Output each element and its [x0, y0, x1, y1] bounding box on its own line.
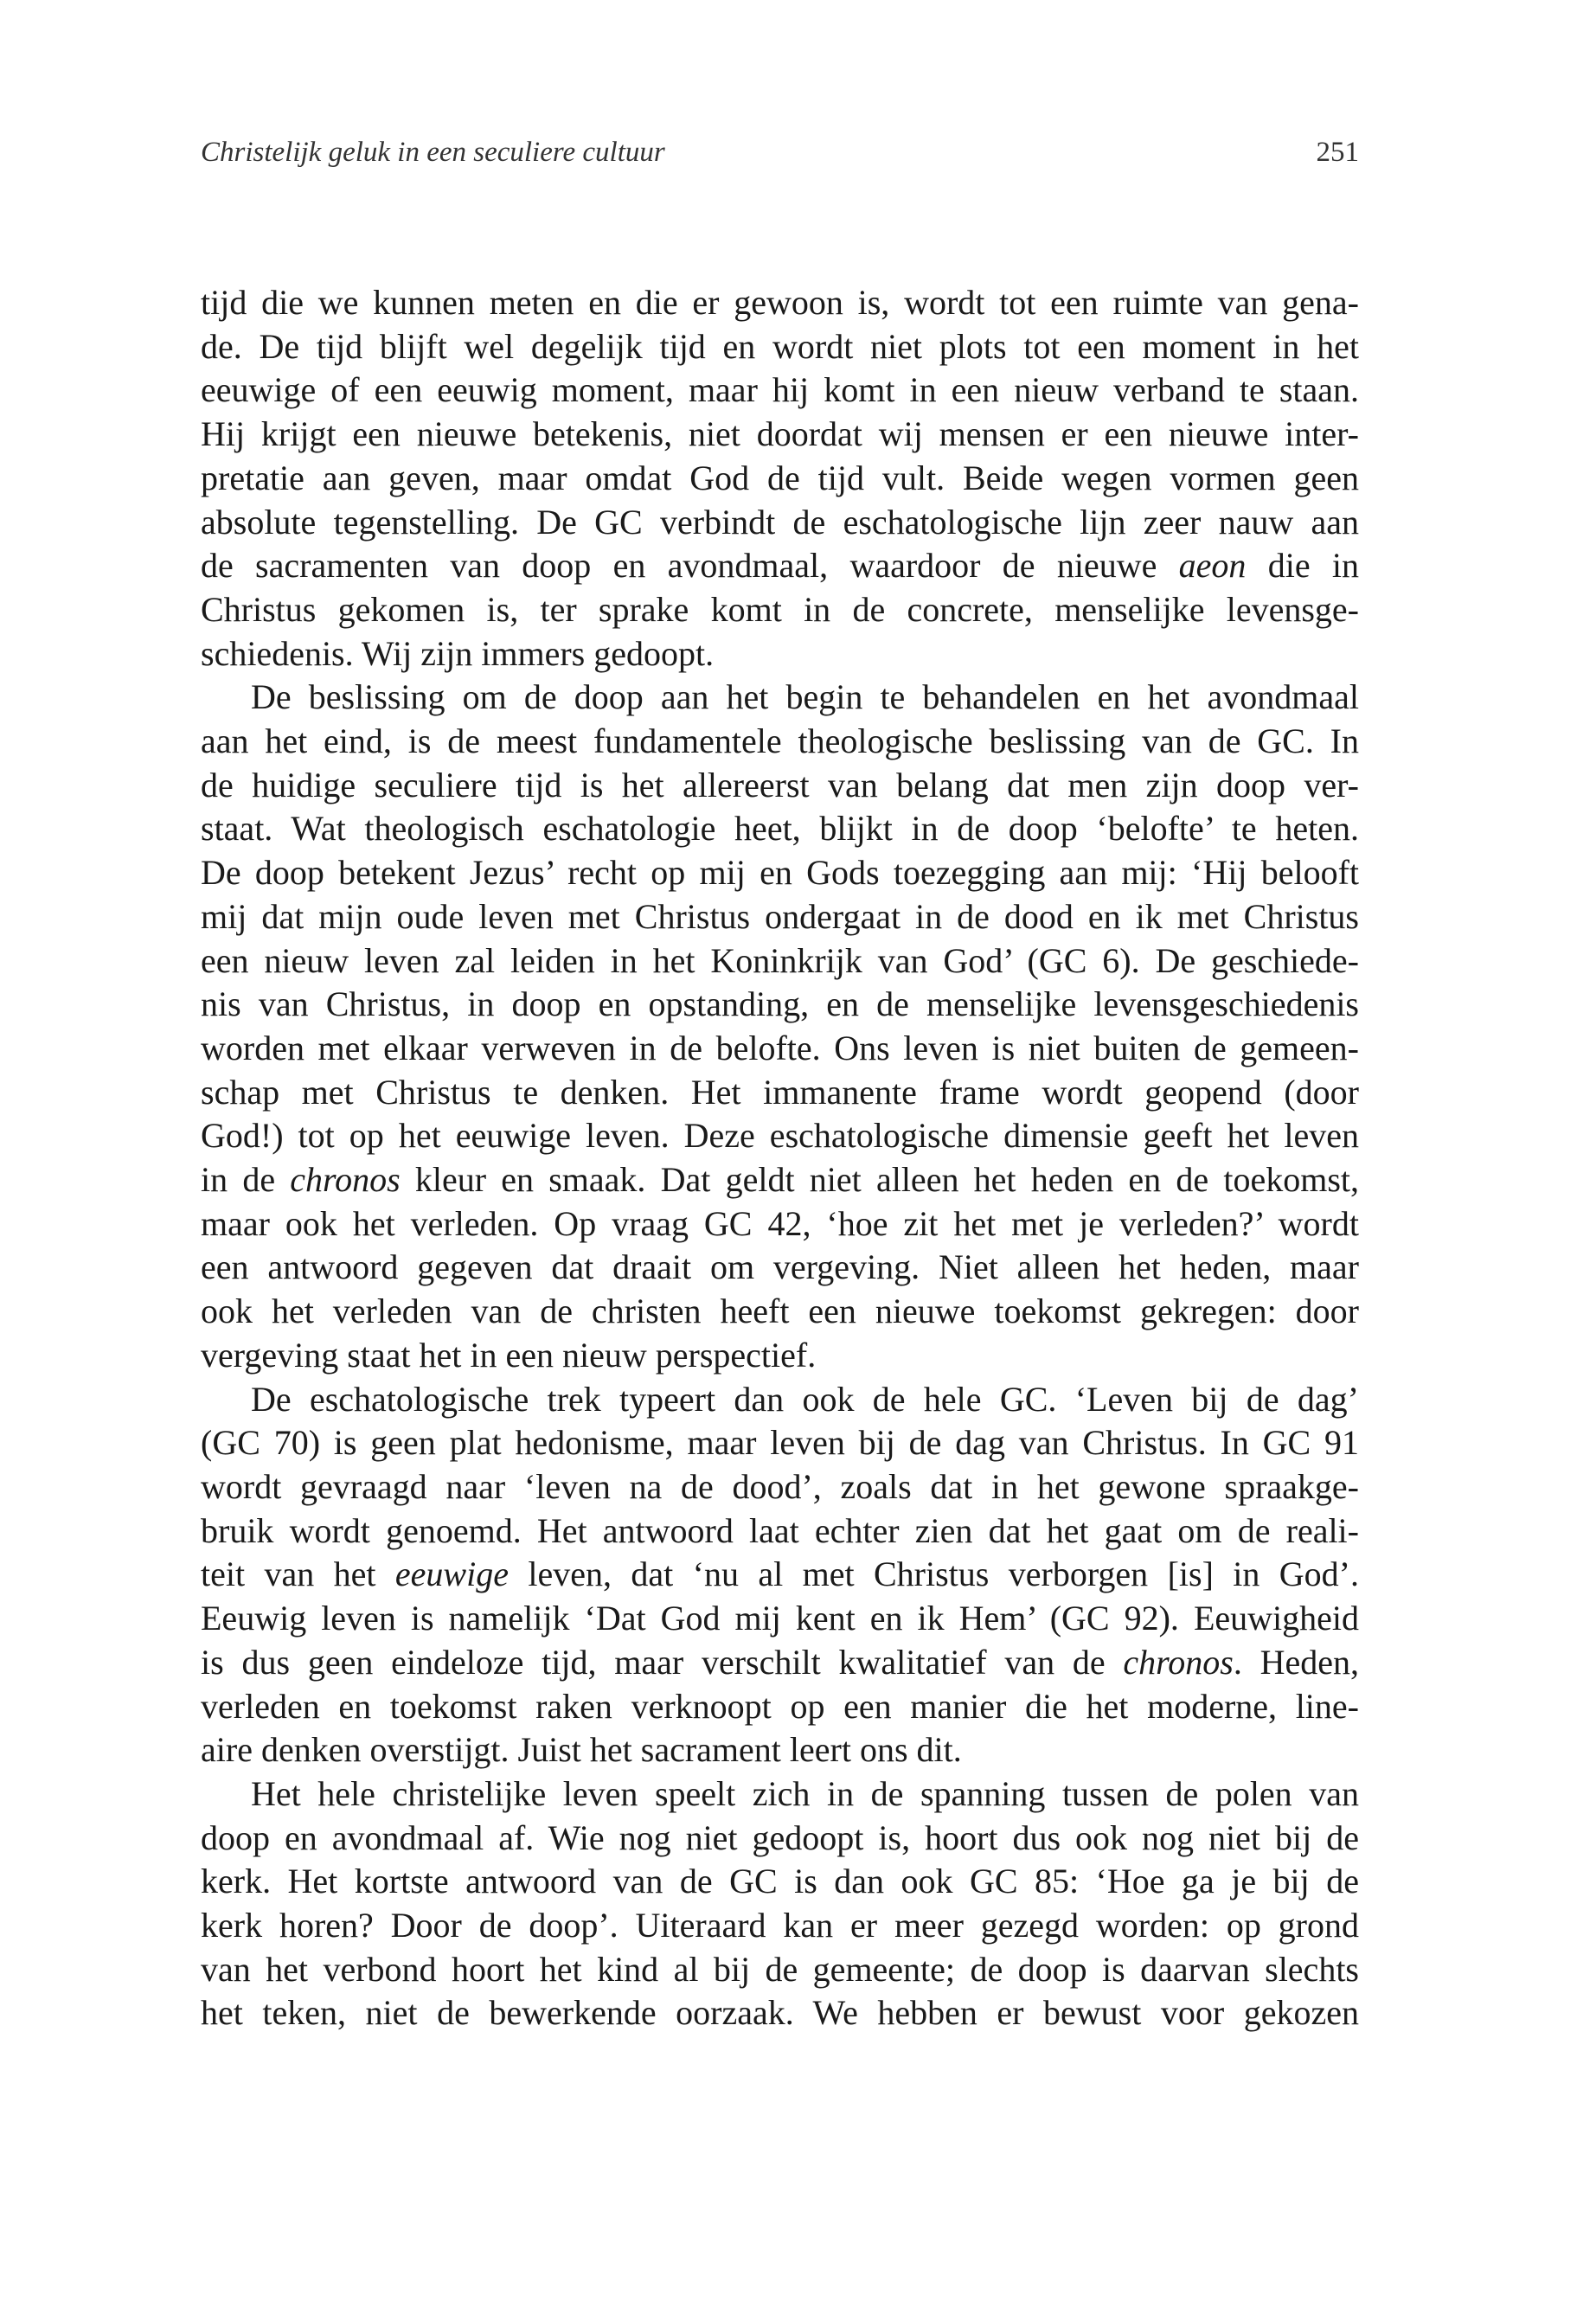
- text-segment: kleur en smaak. Dat geldt niet alleen het heden en de toekomst,: [400, 1160, 1359, 1200]
- text-line: [201, 764, 1359, 808]
- text-line: [201, 1509, 1359, 1554]
- text-line: [201, 1685, 1359, 1729]
- text-segment: eeuwige of een eeuwig moment, maar hij komt in een nieuw verband te staan.: [201, 370, 1359, 410]
- text-line: [201, 1202, 1359, 1247]
- text-line: [201, 1421, 1359, 1465]
- text-line: [201, 851, 1359, 895]
- text-segment: De doop betekent Jezus’ recht op mij en Gods toezegging aan mij: ‘Hij belooft: [201, 853, 1359, 893]
- text-segment: nis van Christus, in doop en opstanding, en de menselijke levensgeschiedenis: [201, 984, 1359, 1024]
- text-segment: bruik wordt genoemd. Het antwoord laat echter zien dat het gaat om de reali-: [201, 1510, 1359, 1550]
- text-line: [201, 1728, 1359, 1772]
- text-segment: mij dat mijn oude leven met Christus ondergaat in de dood en ik met Christus: [201, 896, 1359, 936]
- text-segment: tijd die we kunnen meten en die er gewoon is, wordt tot een ruimte van gena-: [201, 283, 1359, 322]
- text-segment: De beslissing om de doop aan het begin te behandelen en het avondmaal: [251, 677, 1359, 717]
- body-text: [201, 281, 1359, 2035]
- text-line: [201, 939, 1359, 984]
- text-line: [201, 501, 1359, 545]
- text-segment: die in: [1246, 546, 1359, 586]
- text-line: [201, 676, 1359, 720]
- text-segment: pretatie aan geven, maar omdat God de tijd vult. Beide wegen vormen geen: [201, 458, 1359, 497]
- paragraph: [201, 1772, 1359, 2035]
- text-segment: van het verbond hoort het kind al bij de gemeente; de doop is daarvan slechts: [201, 1949, 1359, 1989]
- text-segment: ook het verleden van de christen heeft een nieuwe toekomst gekregen: door: [201, 1292, 1359, 1331]
- text-segment: doop en avondmaal af. Wie nog niet gedoopt is, hoort dus ook nog niet bij de: [201, 1817, 1359, 1857]
- text-segment: De eschatologische trek typeert dan ook de hele GC. ‘Leven bij de dag’: [251, 1379, 1359, 1419]
- text-line: [201, 720, 1359, 764]
- text-line: [201, 1334, 1359, 1378]
- text-line: [201, 1904, 1359, 1948]
- italic-term: eeuwige: [394, 1554, 509, 1594]
- text-segment: vergeving staat het in een nieuw perspectief.: [201, 1335, 817, 1375]
- text-segment: kerk horen? Door de doop’. Uiteraard kan er meer gezegd worden: op grond: [201, 1906, 1359, 1945]
- text-line: [201, 457, 1359, 501]
- text-line: [201, 1246, 1359, 1290]
- text-line: [201, 1817, 1359, 1861]
- running-title: Christelijk geluk in een seculiere cultuur: [201, 137, 665, 168]
- text-line: [201, 1158, 1359, 1202]
- text-segment: God!) tot op het eeuwige leven. Deze eschatologische dimensie geeft het leven: [201, 1116, 1359, 1156]
- text-segment: aan het eind, is de meest fundamentele theologische beslissing van de GC. In: [201, 721, 1359, 761]
- text-line: [201, 807, 1359, 851]
- text-segment: een antwoord gegeven dat draait om vergeving. Niet alleen het heden, maar: [201, 1247, 1359, 1287]
- text-line: [201, 544, 1359, 588]
- text-segment: aire denken overstijgt. Juist het sacrament leert ons dit.: [201, 1730, 962, 1770]
- text-segment: . Heden,: [1233, 1642, 1359, 1682]
- text-line: [201, 1465, 1359, 1509]
- text-segment: verleden en toekomst raken verknoopt op een manier die het moderne, line-: [201, 1686, 1359, 1726]
- text-segment: Christus gekomen is, ter sprake komt in de concrete, menselijke levensge-: [201, 589, 1359, 629]
- text-line: [201, 1553, 1359, 1597]
- text-line: [201, 1027, 1359, 1071]
- text-segment: (GC 70) is geen plat hedonisme, maar leven bij de dag van Christus. In GC 91: [201, 1423, 1359, 1463]
- text-line: [201, 1948, 1359, 1992]
- text-line: [201, 983, 1359, 1027]
- page-number: 251: [1316, 137, 1359, 168]
- text-segment: wordt gevraagd naar ‘leven na de dood’, zoals dat in het gewone spraakge-: [201, 1466, 1359, 1506]
- text-line: [201, 325, 1359, 369]
- text-segment: Eeuwig leven is namelijk ‘Dat God mij kent en ik Hem’ (GC 92). Eeuwigheid: [201, 1599, 1359, 1638]
- text-segment: de huidige seculiere tijd is het allereerst van belang dat men zijn doop ver-: [201, 765, 1359, 804]
- text-line: [201, 1991, 1359, 2035]
- italic-term: chronos: [1123, 1642, 1234, 1682]
- text-line: [201, 1378, 1359, 1422]
- text-segment: leven, dat ‘nu al met Christus verborgen [is] in God’.: [508, 1554, 1359, 1594]
- text-segment: maar ook het verleden. Op vraag GC 42, ‘hoe zit het met je verleden?’ wordt: [201, 1203, 1359, 1243]
- text-segment: schap met Christus te denken. Het immanente frame wordt geopend (door: [201, 1072, 1359, 1112]
- text-line: [201, 588, 1359, 632]
- text-line: [201, 1114, 1359, 1158]
- text-line: [201, 632, 1359, 676]
- text-segment: Het hele christelijke leven speelt zich in de spanning tussen de polen van: [251, 1773, 1359, 1813]
- text-segment: de. De tijd blijft wel degelijk tijd en wordt niet plots tot een moment in het: [201, 326, 1359, 366]
- text-line: [201, 1772, 1359, 1817]
- text-segment: schiedenis. Wij zijn immers gedoopt.: [201, 633, 715, 673]
- text-line: [201, 1071, 1359, 1115]
- text-line: [201, 1641, 1359, 1685]
- text-segment: worden met elkaar verweven in de belofte. Ons leven is niet buiten de gemeen-: [201, 1028, 1359, 1067]
- text-segment: staat. Wat theologisch eschatologie heet, blijkt in de doop ‘belofte’ te heten.: [201, 809, 1359, 849]
- text-segment: kerk. Het kortste antwoord van de GC is dan ook GC 85: ‘Hoe ga je bij de: [201, 1862, 1359, 1901]
- text-segment: absolute tegenstelling. De GC verbindt de eschatologische lijn zeer nauw aan: [201, 502, 1359, 542]
- text-segment: Hij krijgt een nieuwe betekenis, niet doordat wij mensen er een nieuwe inter-: [201, 414, 1359, 454]
- paragraph: [201, 281, 1359, 676]
- italic-term: chronos: [290, 1160, 401, 1200]
- text-line: [201, 1290, 1359, 1334]
- paragraph: [201, 676, 1359, 1377]
- text-segment: het teken, niet de bewerkende oorzaak. We hebben er bewust voor gekozen: [201, 1993, 1359, 2033]
- text-segment: teit van het: [201, 1554, 395, 1594]
- text-line: [201, 1860, 1359, 1904]
- running-head: [201, 137, 1359, 169]
- text-line: [201, 895, 1359, 939]
- text-line: [201, 1597, 1359, 1641]
- italic-term: aeon: [1178, 546, 1247, 586]
- text-line: [201, 413, 1359, 457]
- text-segment: de sacramenten van doop en avondmaal, waardoor de nieuwe: [201, 546, 1179, 586]
- paragraph: [201, 1378, 1359, 1772]
- text-line: [201, 281, 1359, 325]
- text-line: [201, 369, 1359, 413]
- text-segment: een nieuw leven zal leiden in het Koninkrijk van God’ (GC 6). De geschiede-: [201, 940, 1359, 980]
- text-segment: in de: [201, 1160, 291, 1200]
- text-segment: is dus geen eindeloze tijd, maar verschilt kwalitatief van de: [201, 1642, 1124, 1682]
